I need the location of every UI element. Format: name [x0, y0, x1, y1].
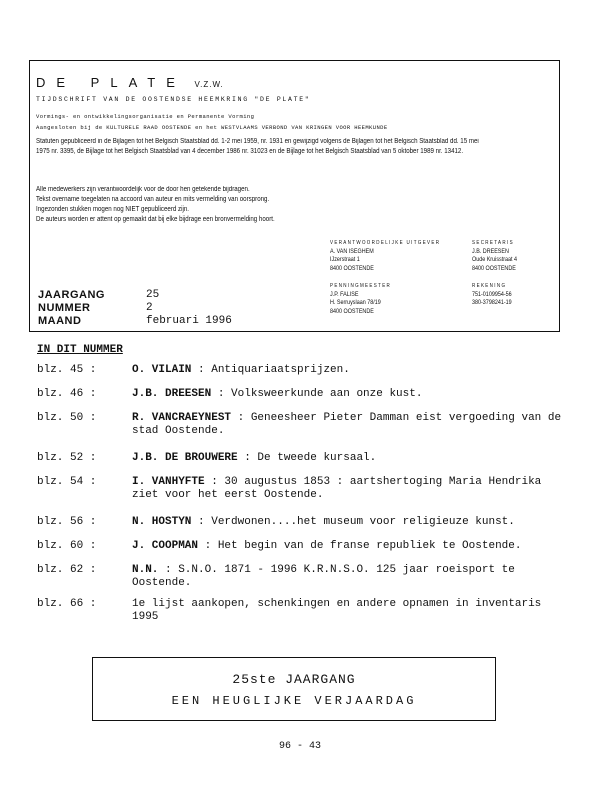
note-line: Tekst overname toegelaten na accoord van auteur en mits vermelding van oorsprong.: [36, 196, 270, 203]
note-line: Ingezonden stukken mogen nog NIET gepubliceerd zijn.: [36, 206, 189, 213]
toc-title: : S.N.O. 1871 - 1996 K.R.N.S.O. 125 jaar roeisport te Oostende.: [132, 564, 515, 589]
toc-entry-text: [132, 388, 567, 401]
publisher-line: IJzerstraat 1: [330, 257, 360, 263]
toc-page-ref: blz. 52 :: [37, 452, 97, 464]
toc-author: J. COOPMAN: [132, 540, 199, 552]
toc-entry: [37, 412, 567, 452]
publisher-line: A. VAN ISEGHEM: [330, 248, 374, 255]
toc-page-ref: blz. 45 :: [37, 364, 97, 376]
issue-label: NUMMER: [38, 302, 91, 314]
note-line: Alle medewerkers zijn verantwoordelijk voor de door hen getekende bijdragen.: [36, 186, 250, 193]
secretary-line: 8400 OOSTENDE: [472, 265, 516, 272]
toc-page-ref: blz. 62 :: [37, 564, 97, 576]
toc-heading: IN DIT NUMMER: [37, 344, 123, 356]
toc-page-ref: blz. 56 :: [37, 516, 97, 528]
publisher-line: 8400 OOSTENDE: [330, 265, 374, 272]
toc-title: 1e lijst aankopen, schenkingen en andere opnamen in inventaris 1995: [132, 598, 542, 623]
banner-line-1: 25ste JAARGANG: [232, 672, 356, 687]
toc-page-ref: blz. 54 :: [37, 476, 97, 488]
toc-page-ref: blz. 66 :: [37, 598, 97, 610]
banner-line-2: EEN HEUGLIJKE VERJAARDAG: [171, 694, 417, 708]
toc-title: : Antiquariaatsprijzen.: [191, 364, 350, 376]
toc-title: : Het begin van de franse republiek te Oostende.: [198, 540, 522, 552]
toc-title: : 30 augustus 1853 : aartshertoging Maria Hendrika ziet voor het eerst Oostende.: [132, 476, 542, 501]
secretary-line: Oude Kruisstraat 4: [472, 257, 518, 263]
statutes-text: Statuten gepubliceerd in de Bijlagen tot het Belgisch Staatsblad dd. 1-2 mei 1959, nr. 1931 en gewijzigd volgens de Bijlagen tot het Belgisch Staatsblad dd. 15 mei 1975 nr. 3395, de Bijlage tot het Belgisch Staatsblad van 4 december 1986 nr. 31023 en de Bijlage tot het Belgisch Staatsblad van 5 oktober 1989 nr. 13412.: [36, 138, 479, 155]
toc-title: : De tweede kursaal.: [237, 452, 377, 464]
toc-author: J.B. DREESEN: [132, 388, 212, 400]
secretary-heading: SECRETARIS: [472, 240, 514, 246]
toc-entry-text: [132, 540, 567, 553]
issue-value: februari 1996: [146, 315, 232, 327]
issue-value: 2: [146, 302, 153, 314]
treasurer-line: 8400 OOSTENDE: [330, 308, 374, 315]
toc-entry: [37, 516, 567, 540]
toc-entry-text: [132, 412, 567, 438]
treasurer-block: [330, 282, 391, 316]
issue-value: 25: [146, 289, 160, 301]
toc-entry: [37, 564, 567, 598]
affiliation-line: Aangesloten bij de KULTURELE RAAD OOSTENDE en het WESTVLAAMS VERBOND VAN KRINGEN VOOR HEEMKUNDE: [36, 124, 388, 131]
masthead-box: [29, 60, 560, 332]
page-number: 96 - 43: [278, 741, 321, 752]
toc-entry: [37, 540, 567, 564]
secretary-line: J.B. DREESEN: [472, 248, 509, 255]
table-of-contents: [37, 364, 567, 632]
toc-author: R. VANCRAEYNEST: [132, 412, 232, 424]
toc-author: I. VANHYFTE: [132, 476, 205, 488]
toc-entry-text: [132, 564, 567, 590]
toc-entry-text: [132, 364, 567, 377]
account-block: [472, 282, 512, 308]
toc-author: N. HOSTYN: [132, 516, 192, 528]
contributor-notes: [36, 185, 489, 225]
toc-page-ref: blz. 46 :: [37, 388, 97, 400]
toc-title: : Verdwonen....het museum voor religieuze kunst.: [191, 516, 515, 528]
toc-entry-text: [132, 452, 567, 465]
treasurer-heading: PENNINGMEESTER: [330, 283, 392, 289]
toc-author: J.B. DE BROUWERE: [132, 452, 238, 464]
toc-entry: [37, 476, 567, 516]
toc-page-ref: blz. 50 :: [37, 412, 97, 424]
organisation-line: Vormings- en ontwikkelingsorganisatie en Permanente Vorming: [36, 113, 255, 120]
account-line: 751-0109954-56: [472, 291, 512, 298]
account-line: 380-3798241-19: [472, 300, 512, 306]
issue-label: JAARGANG: [38, 289, 105, 301]
toc-author: N.N.: [132, 564, 159, 576]
toc-entry: [37, 388, 567, 412]
toc-entry: [37, 364, 567, 388]
publisher-block: [330, 239, 440, 273]
toc-page-ref: blz. 60 :: [37, 540, 97, 552]
journal-subtitle: TIJDSCHRIFT VAN DE OOSTENDSE HEEMKRING "DE PLATE": [36, 96, 311, 103]
secretary-block: [472, 239, 517, 273]
issue-label: MAAND: [38, 315, 82, 327]
toc-title: : Geneesheer Pieter Damman eist vergoeding van de stad Oostende.: [132, 412, 562, 437]
toc-entry-text: [132, 516, 567, 529]
publisher-heading: VERANTWOORDELIJKE UITGEVER: [330, 240, 441, 246]
account-heading: REKENING: [472, 283, 507, 289]
toc-title: : Volksweerkunde aan onze kust.: [211, 388, 423, 400]
journal-title: DE PLATE V.Z.W.: [36, 75, 224, 90]
toc-entry-text: [132, 598, 567, 624]
toc-entry: [37, 598, 567, 632]
anniversary-banner: [92, 657, 496, 721]
toc-entry-text: [132, 476, 567, 502]
vzw-label: V.Z.W.: [194, 80, 224, 89]
note-line: De auteurs worden er attent op gemaakt dat bij elke bijdrage een bronvermelding hoort.: [36, 216, 275, 223]
toc-entry: [37, 452, 567, 476]
treasurer-line: J.P. FALISE: [330, 291, 359, 298]
treasurer-line: H. Serruyslaan 78/19: [330, 300, 381, 306]
toc-author: O. VILAIN: [132, 364, 192, 376]
